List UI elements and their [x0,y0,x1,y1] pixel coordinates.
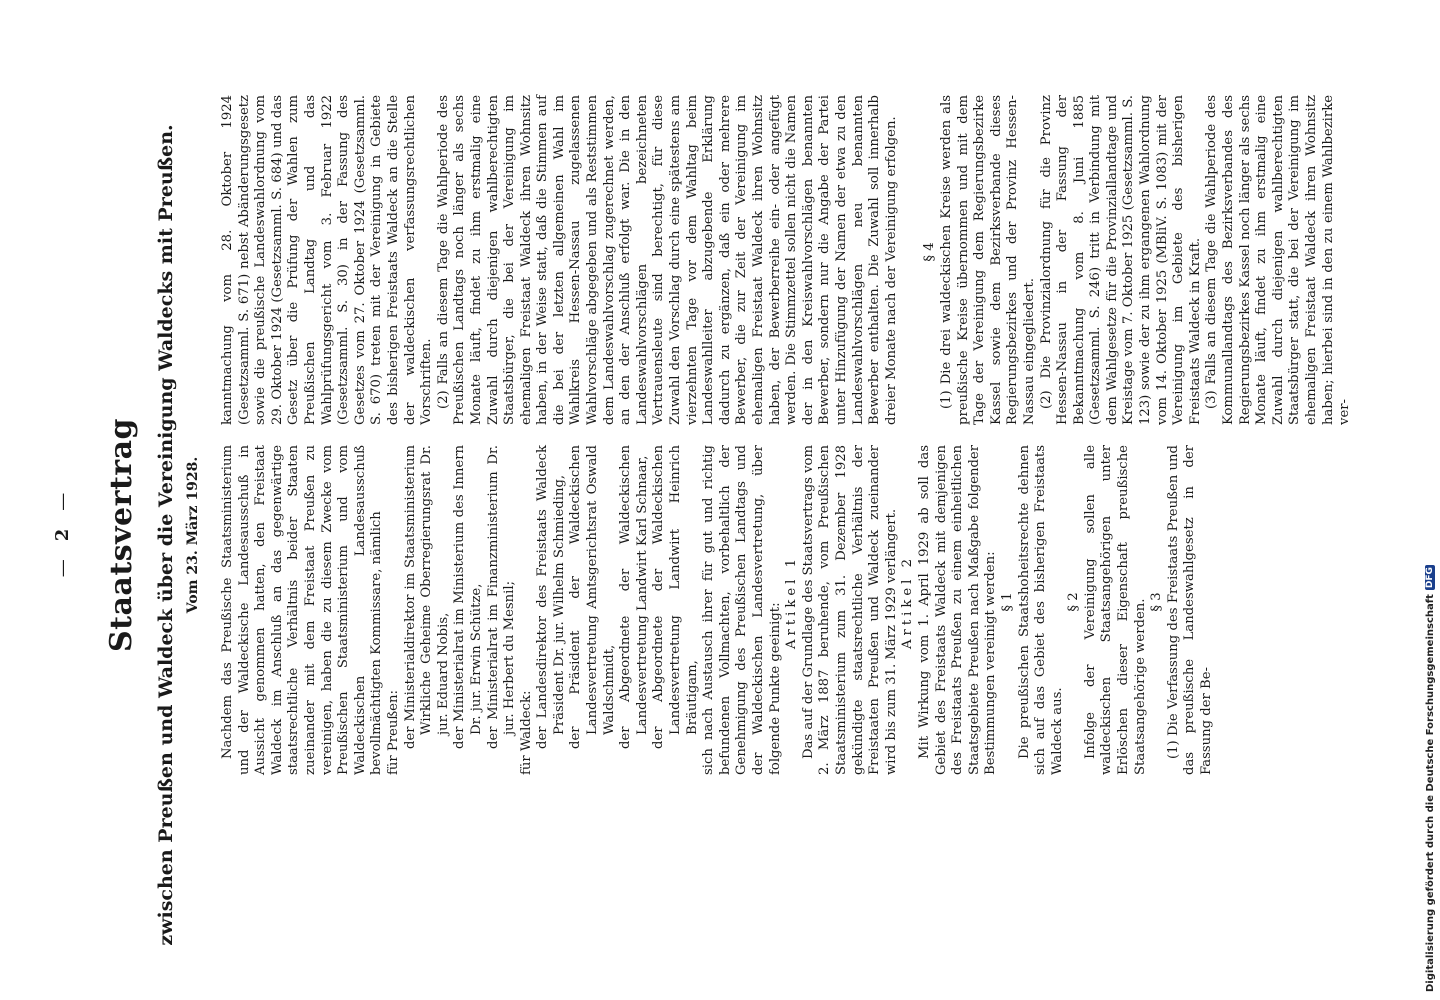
section-text: (3) Falls an diesem Tage die Wahlperiode des Kommunallandtags des Bezirksverbandes des Regierungsbezirkes Kassel noch länger als sechs Monate läuft, findet zu ihm erstmalig eine Zuwahl durch diejenigen wahlberechtigten Staatsbürger statt, die bei der Vereinigung im ehemaligen Freistaat Waldeck ihren Wohnsitz haben; hierbei sind in den zu einem Wahlbezirke ver- [1204,95,1353,425]
document-date: Vom 23. März 1928. [185,456,201,614]
commissioner-entry: der Ministerialrat im Ministerium des Innern Dr. jur. Erwin Schütze, [452,445,484,749]
section-text: (1) Die drei waldeckischen Kreise werden als preußische Kreise übernommen und mit dem Tage der Vereinigung dem Regierungsbezirke Kassel sowie dem Bezirksverbande dieses Regierungsbezirkes und der Provinz Hessen-Nassau eingegliedert. [938,95,1037,425]
section-heading: § 1 [999,592,1015,612]
left-column [220,445,1216,775]
commissioner-entry: der Ministerialrat im Finanzministerium Dr. jur. Herbert du Mesnil; [485,445,518,749]
section-heading: § 2 [1066,592,1082,612]
continuation-paragraph: kanntmachung vom 28. Oktober 1924 (Gesetzsamml. S. 671) nebst Abänderungsgesetz sowie die preußische Landeswahlordnung vom 29. Oktober 1924 (Gesetzsamml. S. 684) und das Gesetz über die Prüfung der Wahlen zum Preußischen Landtag und das Wahlprüfungsgericht vom 3. Februar 1922 (Gesetzsamml. S. 30) in der Fassung des Gesetzes vom 27. Oktober 1924 (Gesetzsamml. S. 670) treten mit der Vereinigung in Gebiete des bisherigen Freistaats Waldeck an die Stelle der waldeckischen verfassungsrechtlichen Vorschriften. [220,95,435,425]
section-heading: § 4 [922,242,938,262]
article-heading: Artikel 1 [784,555,800,649]
article-text: Das auf der Grundlage des Staatsvertrags vom 2. März 1887 beruhende, vom Preußischen Staatsministerium zum 31. Dezember 1928 gekündigte staatsrechtliche Verhältnis der Freistaaten Preußen und Waldeck zueinander wird bis zum 31. März 1929 verlängert. [800,444,899,775]
preamble-paragraph: Nachdem das Preußische Staatsministerium und der Waldeckische Landesausschuß in Aussicht genommen hatten, den Freistaat Waldeck im Anschluß an das gegenwärtige staatsrechtliche Verhältnis beider Staaten zueinander mit dem Freistaat Preußen zu vereinigen, haben die zu diesem Zwecke vom Preußischen Staatsministerium und vom Waldeckischen Landesausschuß bevollmächtigten Kommissare, nämlich [220,445,385,775]
document-page [15,85,1415,985]
party-heading-waldeck: für Waldeck: [518,690,534,775]
article-heading: Artikel 2 [900,555,916,649]
document-title: Staatsvertrag [104,417,139,653]
section-text: (2) Die Provinzialordnung für die Provinz Hessen-Nassau in der Fassung der Bekanntmachung vom 8. Juni 1885 (Gesetzsamml. S. 246) tritt in Verbindung mit dem Wahlgesetze für die Provinziallandtage und Kreistage vom 7. Oktober 1925 (Gesetzsamml. S. 123) sowie der zu ihm ergangenen Wahlordnung vom 14. Oktober 1925 (MBliV. S. 1083) mit der Vereinigung im Gebiete des bisherigen Freistaats Waldeck in Kraft. [1038,95,1203,425]
article-text: Mit Wirkung vom 1. April 1929 ab soll das Gebiet des Freistaats Waldeck mit demjenigen des Freistaats Preußen zu einem einheitlichen Staatsgebiete Preußen nach Maßgabe folgender Bestimmungen vereinigt werden: [916,445,999,775]
watermark-text: Digitalisierung gefördert durch die Deutsche Forschungsgemeinschaft [1424,594,1436,992]
section-text: Infolge der Vereinigung sollen alle waldeckischen Staatsangehörigen unter Erlöschen dieser Eigenschaft preußische Staatsangehörige werden. [1082,445,1148,775]
commissioner-entry: der Abgeordnete der Waldeckischen Landesvertretung Landwirt Karl Schnaar, [618,445,650,749]
section-text: Die preußischen Staatshoheitsrechte dehnen sich auf das Gebiet des bisherigen Freistaats Waldeck aus. [1016,445,1065,775]
section-heading: § 3 [1149,592,1165,612]
section-text: (1) Die Verfassung des Freistaats Preußen und das preußische Landeswahlgesetz in der Fassung der Be- [1165,445,1215,775]
section-text: (2) Falls an diesem Tage die Wahlperiode des Preußischen Landtags noch länger als sechs Monate läuft, findet zu ihm erstmalig eine Zuwahl durch diejenigen wahlberechtigten Staatsbürger, die bei der Vereinigung im ehemaligen Freistaat Waldeck ihren Wohnsitz haben, in der Weise statt, daß die Stimmen auf die bei der letzten allgemeinen Wahl im Wahlkreis Hessen-Nassau zugelassenen Wahlvorschläge abgegeben und als Reststimmen dem Landeswahlvorschlag zugerechnet werden, an den der Anschluß erfolgt war. Die in den Landeswahlvorschlägen bezeichneten Vertrauensleute sind berechtigt, für diese Zuwahl den Vorschlag durch eine spätestens am vierzehnten Tage vor dem Wahltag beim Landeswahlleiter abzugebende Erklärung dadurch zu ergänzen, daß ein oder mehrere Bewerber, die zur Zeit der Vereinigung im ehemaligen Freistaat Waldeck ihren Wohnsitz haben, der Bewerberreihe ein- oder angefügt werden. Die Stimmzettel sollen nicht die Namen der in den Kreiswahlvorschlägen benannten Bewerber, sondern nur die Angabe der Partei unter Hinzufügung der Namen der etwa zu den Landeswahlvorschlägen neu benannten Bewerber enthalten. Die Zuwahl soll innerhalb dreier Monate nach der Vereinigung erfolgen. [435,95,899,425]
commissioner-entry: der Landesdirektor des Freistaats Waldeck Präsident Dr. jur. Wilhelm Schmieding, [535,445,567,749]
right-column [220,95,1354,425]
party-heading-prussia: für Preußen: [385,690,401,775]
document-subtitle: zwischen Preußen und Waldeck über die Vereinigung Waldecks mit Preußen. [155,124,177,946]
agreement-paragraph: sich nach Austausch ihrer für gut und richtig befundenen Vollmachten, vorbehaltlich der Genehmigung des Preußischen Landtags und der Waldeckischen Landesvertretung, über folgende Punkte geeinigt: [701,445,783,775]
digitization-watermark [1418,0,1438,1000]
commissioner-entry: der Abgeordnete der Waldeckischen Landesvertretung Landwirt Heinrich Bräutigam, [651,445,700,749]
commissioner-entry: der Präsident der Waldeckischen Landesvertretung Amtsgerichtsrat Oswald Waldschmidt, [568,445,617,749]
commissioner-entry: der Ministerialdirektor im Staatsministerium Wirkliche Geheime Oberregierungsrat Dr. jur. Eduard Nobis, [402,445,451,749]
dfg-logo: DFG [1425,567,1435,589]
page-number: —2— [52,492,73,578]
